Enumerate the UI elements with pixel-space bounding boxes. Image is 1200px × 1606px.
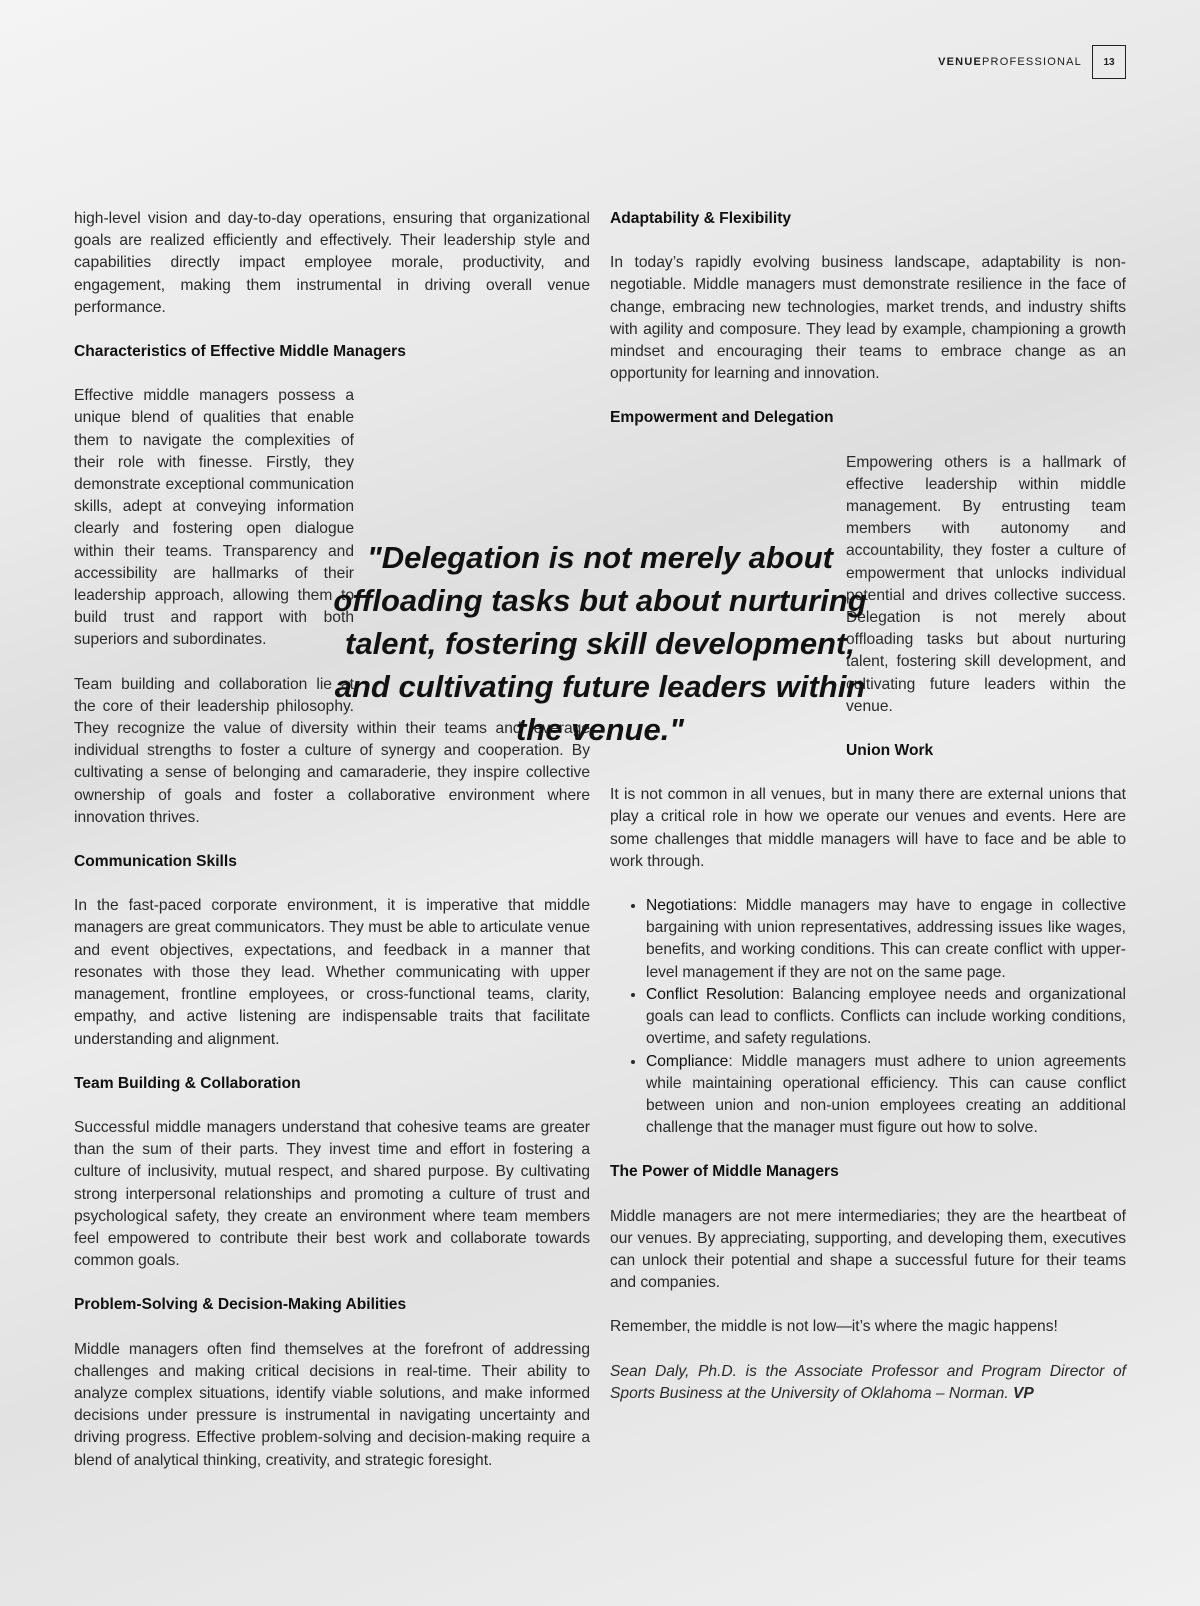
bullet-term: Negotiations (646, 897, 733, 915)
byline-text: Sean Daly, Ph.D. is the Associate Professor and Program Director of Sports Business at the University of Oklahoma – Norman. (610, 1362, 1126, 1402)
union-paragraph: It is not common in all venues, but in many there are external unions that play a critical role in how we operate our venues and events. Here are some challenges that middle managers will have to face and be able to work through. (610, 786, 1126, 870)
brand-bold: VENUE (938, 56, 983, 68)
heading-empowerment: Empowerment and Delegation (610, 409, 834, 427)
problem-solving-paragraph: Middle managers often find themselves at the forefront of addressing challenges and making critical decisions in real-time. Their ability to analyze complex situations, identify viable solutions, and make informed decisions under pressure is instrumental in navigating uncertainty and driving progress. Effective problem-solving and decision-making require a blend of analytical thinking, creativity, and strategic foresight. (74, 1340, 590, 1469)
bullet-text: : Middle managers may have to engage in collective bargaining with union representatives, addressing issues like wages, benefits, and working conditions. This can create conflict with upper-level management if they are not on the same page. (646, 897, 1126, 981)
end-mark: VP (1013, 1384, 1034, 1402)
heading-team-building: Team Building & Collaboration (74, 1074, 301, 1092)
heading-problem-solving: Problem-Solving & Decision-Making Abilities (74, 1296, 407, 1314)
team-building-paragraph: Successful middle managers understand that cohesive teams are greater than the sum of their parts. They invest time and effort in fostering a culture of inclusivity, mutual respect, and shared purpose. By cultivating strong interpersonal relationships and promoting a culture of trust and psychological safety, they create an environment where team members feel empowered to contribute their best work and collaborate towards common goals. (74, 1118, 590, 1270)
heading-communication: Communication Skills (74, 853, 237, 871)
intro-paragraph: high-level vision and day-to-day operations, ensuring that organizational goals are realized efficiently and effectively. Their leadership style and capabilities directly impact employee morale, productivity, and engagement, making them instrumental in driving overall venue performance. (74, 210, 590, 316)
heading-union-work: Union Work (846, 742, 934, 760)
author-byline (610, 1361, 1126, 1405)
heading-adaptability: Adaptability & Flexibility (610, 210, 792, 227)
magazine-brand (938, 56, 1082, 68)
right-column (610, 208, 1126, 1427)
characteristics-paragraph: Effective middle managers possess a unique blend of qualities that enable them to navigate the complexities of their role with finesse. Firstly, they demonstrate exceptional communication skills, adept at conveying information clearly and fostering open dialogue within their teams. Transparency and accessibility are hallmarks of their leadership approach, allowing them to build trust and rapport with both superiors and subordinates. (74, 387, 354, 649)
closing-line: Remember, the middle is not low—it’s where the magic happens! (610, 1318, 1058, 1336)
list-item (646, 984, 1126, 1051)
power-paragraph: Middle managers are not mere intermediaries; they are the heartbeat of our venues. By appreciating, supporting, and developing them, executives can unlock their potential and shape a successful future for their teams and companies. (610, 1207, 1126, 1292)
page-header (938, 44, 1126, 80)
list-item (646, 895, 1126, 984)
list-item (646, 1051, 1126, 1140)
brand-rest: PROFESSIONAL (982, 56, 1082, 68)
bullet-term: Compliance (646, 1052, 729, 1070)
heading-characteristics: Characteristics of Effective Middle Managers (74, 343, 406, 361)
bullet-text: : Middle managers must adhere to union agreements while maintaining operational efficiency. This can cause conflict between union and non-union employees creating an additional challenge that the manager must figure out how to solve. (646, 1052, 1126, 1137)
empowerment-paragraph: Empowering others is a hallmark of effective leadership within middle management. By entrusting team members with autonomy and accountability, they foster a culture of empowerment that unlocks individual potential and drives collective success. Delegation is not merely about offloading tasks but about nurturing talent, fostering skill development, and cultivating future leaders within the venue. (846, 453, 1126, 715)
heading-power: The Power of Middle Managers (610, 1163, 839, 1181)
team-intro-paragraph: Team building and collaboration lie at the core of their leadership philosophy. They recognize the value of diversity within their teams and leverage individual strengths to foster a culture of synergy and cooperation. By cultivating a sense of belonging and camaraderie, they inspire collective ownership of goals and foster a collaborative environment where innovation thrives. (74, 675, 590, 826)
union-challenges-list (610, 895, 1126, 1139)
bullet-term: Conflict Resolution (646, 985, 780, 1003)
pull-quote: "Delegation is not merely about offloading tasks but about nurturing talent, fostering skill development, and cultivating future leaders within the venue." (333, 540, 867, 747)
bullet-text: : Balancing employee needs and organizational goals can lead to conflicts. Conflicts can include working conditions, overtime, and safety regulations. (646, 985, 1126, 1048)
page-number: 13 (1092, 45, 1126, 79)
adaptability-paragraph: In today’s rapidly evolving business landscape, adaptability is non-negotiable. Middle managers must demonstrate resilience in the face of change, embracing new technologies, market trends, and industry shifts with agility and composure. They lead by example, championing a growth mindset and encouraging their teams to embrace change as an opportunity for learning and innovation. (610, 254, 1126, 383)
communication-paragraph: In the fast-paced corporate environment, it is imperative that middle managers are great communicators. They must be able to articulate venue and event objectives, expectations, and feedback in a manner that resonates with those they lead. Whether communicating with upper management, frontline employees, or cross-functional teams, clarity, empathy, and active listening are indispensable traits that facilitate understanding and alignment. (74, 897, 590, 1048)
left-column (74, 208, 590, 1494)
